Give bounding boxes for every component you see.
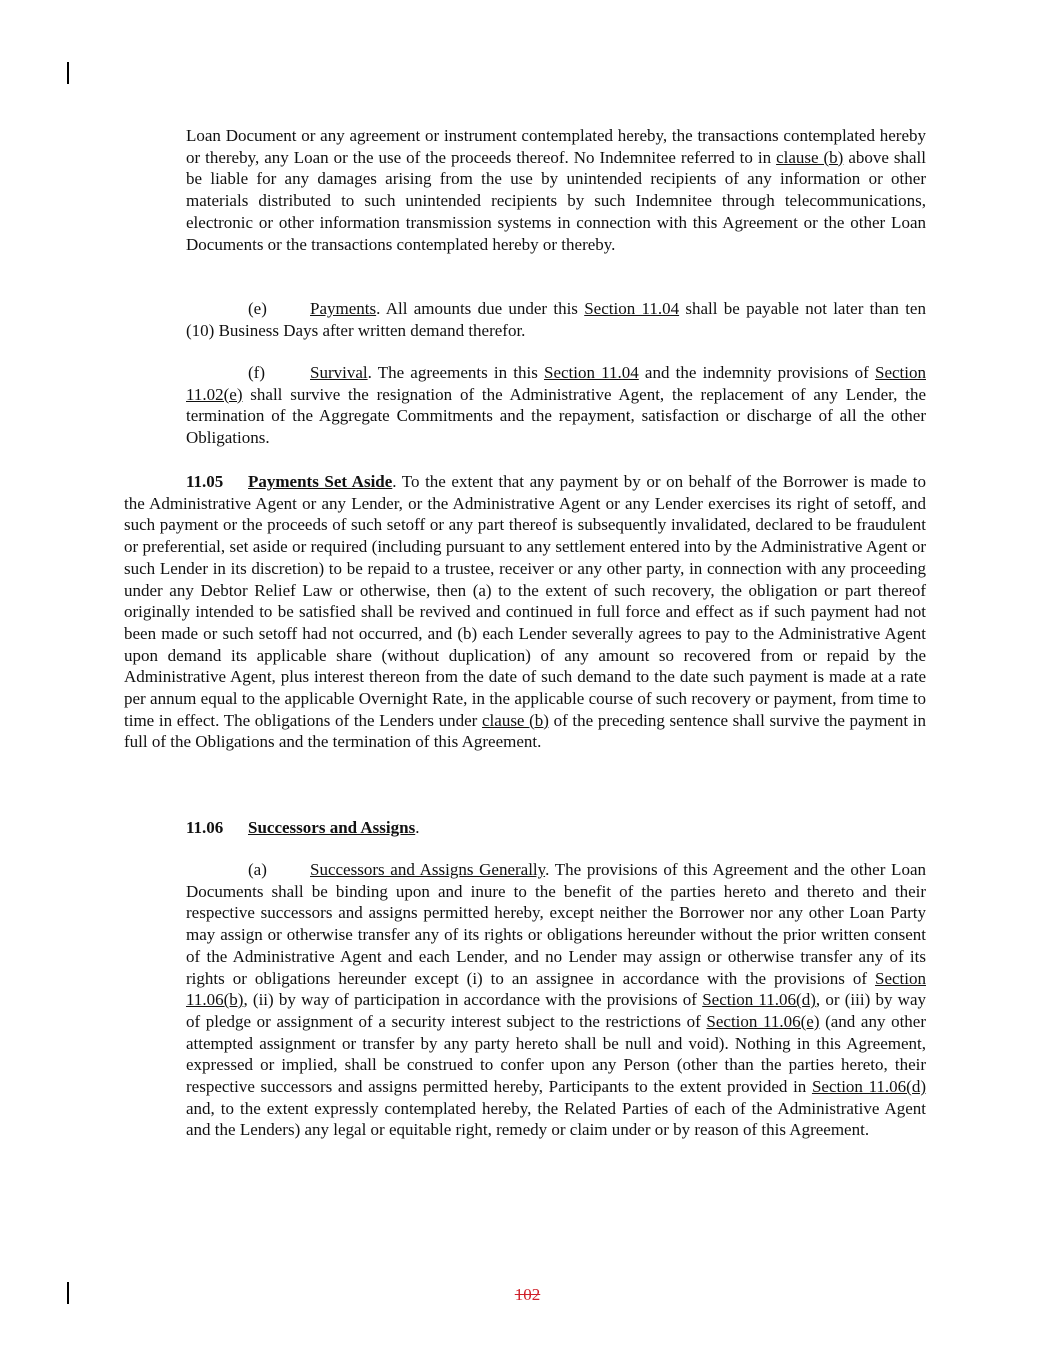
clause-b-reference: clause (b) (776, 147, 844, 167)
section-11-02e-reference: Section 11.02(e) (186, 363, 926, 404)
successors-and-assigns-heading: Successors and Assigns (248, 818, 416, 837)
clause-b-reference: clause (b) (482, 710, 549, 730)
paragraph-a-successors: (a) Successors and Assigns Generally. The provisions of this Agreement and the other Loan Documents shall be binding upon and inure to the benefit of the parties hereto and thereto and their respective successors and assigns permitted hereby, except neither the Borrower nor any other Loan Party may assign or otherwise transfer any of its rights or obligations hereunder without the prior written consent of the Administrative Agent and each Lender, and no Lender may assign or otherwise transfer any of its rights or obligations hereunder except (i) to an assignee in accordance with the provisions of Section 11.06(b), (ii) by way of participation in accordance with the provisions of Section 11.06(d), or (iii) by way of pledge or assignment of a security interest subject to the restrictions of Section 11.06(e) (and any other attempted assignment or transfer by any party hereto shall be null and void). Nothing in this Agreement, expressed or implied, shall be construed to confer upon any Person (other than the parties hereto, their respective successors and assigns permitted hereby, Participants to the extent provided in Section 11.06(d) and, to the extent expressly contemplated hereby, the Related Parties of each of the Administrative Agent and the Lenders) any legal or equitable right, remedy or claim under or by reason of this Agreement. (186, 860, 927, 1140)
section-11-06-heading: 11.06 Successors and Assigns. (186, 818, 420, 837)
payments-heading: Payments (310, 299, 377, 318)
successors-generally-heading: Successors and Assigns Generally (310, 860, 546, 879)
payments-set-aside-heading: Payments Set Aside (248, 472, 393, 491)
section-number-11-06: 11.06 (186, 818, 224, 837)
section-number-11-05: 11.05 (186, 472, 224, 491)
section-11-06d-reference: Section 11.06(d) (702, 990, 816, 1010)
paragraph-label-e: (e) (248, 299, 267, 318)
section-11-06b-reference: Section 11.06(b) (186, 968, 926, 1010)
change-bar-top (67, 62, 69, 84)
paragraph-label-f: (f) (248, 363, 265, 382)
paragraph-e-payments: (e) Payments. All amounts due under this Section 11.04 shall be payable not later than ten (10) Business Days after written demand therefor. (186, 299, 926, 340)
section-11-06d-reference-2: Section 11.06(d) (811, 1077, 927, 1097)
page-number: 102 (514, 1285, 541, 1304)
paragraph-f-survival: (f) Survival. The agreements in this Section 11.04 and the indemnity provisions of Section 11.02(e) shall survive the resignation of the Administrative Agent, the replacement of any Lender, the termination of the Aggregate Commitments and the repayment, satisfaction or discharge of all the other Obligations. (186, 363, 926, 448)
survival-heading: Survival (310, 363, 368, 382)
paragraph-label-a: (a) (248, 860, 267, 879)
section-11-04-reference: Section 11.04 (543, 363, 639, 382)
section-11-04-reference: Section 11.04 (584, 299, 680, 318)
section-11-06e-reference: Section 11.06(e) (706, 1011, 820, 1031)
paragraph-continuation: Loan Document or any agreement or instrument contemplated hereby, the transactions contemplated hereby or thereby, any Loan or the use of the proceeds thereof. No Indemnitee referred to in clause (b) above shall be liable for any damages arising from the use by unintended recipients of any information or other materials distributed to such unintended recipients by such Indemnitee through telecommunications, electronic or other information transmission systems in connection with this Agreement or the other Loan Documents or the transactions contemplated hereby or thereby. (186, 126, 926, 254)
section-11-05: 11.05 Payments Set Aside. To the extent that any payment by or on behalf of the Borrower is made to the Administrative Agent or any Lender, or the Administrative Agent or any Lender exercises its right of setoff, and such payment or the proceeds of such setoff or any part thereof is subsequently invalidated, declared to be fraudulent or preferential, set aside or required (including pursuant to any settlement entered into by the Administrative Agent or such Lender in its discretion) to be repaid to a trustee, receiver or any other party, in connection with any proceeding under any Debtor Relief Law or otherwise, then (a) to the extent of such recovery, the obligation or part thereof originally intended to be satisfied shall be revived and continued in full force and effect as if such payment had not been made or such setoff had not occurred, and (b) each Lender severally agrees to pay to the Administrative Agent upon demand its applicable share (without duplication) of any amount so recovered from or repaid by the Administrative Agent, plus interest thereon from the date of such demand to the date such payment is made at a rate per annum equal to the applicable Overnight Rate, in the applicable course of such recovery or payment, from time to time in effect. The obligations of the Lenders under clause (b) of the preceding sentence shall survive the payment in full of the Obligations and the termination of this Agreement. (124, 472, 926, 752)
